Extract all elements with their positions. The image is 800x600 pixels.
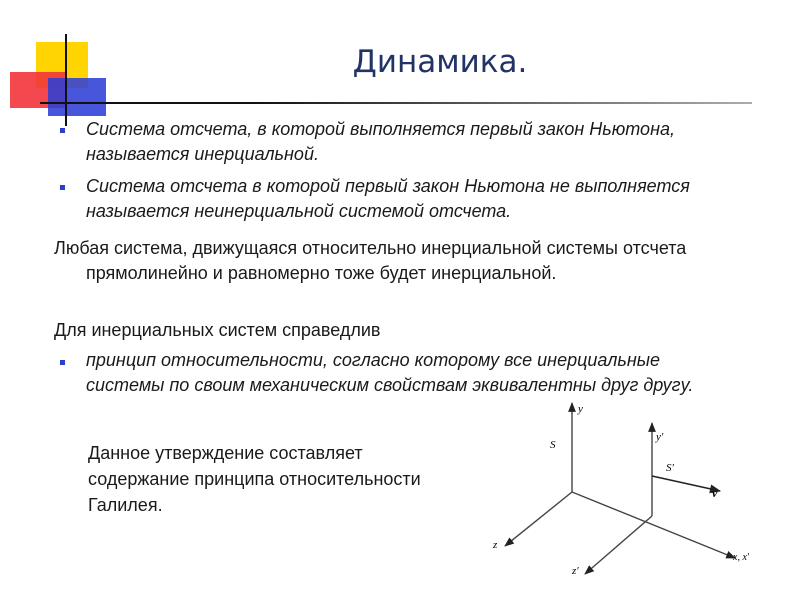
bullet-text: Система отсчета, в которой выполняется первый закон Ньютона, называется инерциальной. bbox=[86, 119, 675, 164]
paragraph-inertial: Любая система, движущаяся относительно инерциальной системы отсчета прямолинейно и равномерно тоже будет инерциальной. bbox=[54, 238, 687, 283]
label-v: v bbox=[712, 486, 718, 500]
bullet-text: принцип относительности, согласно которому все инерциальные системы по своим механическим свойствам эквивалентны друг другу. bbox=[86, 350, 694, 395]
slide-title: Динамика. bbox=[352, 44, 528, 80]
label-y: y bbox=[578, 403, 583, 415]
axis-z bbox=[505, 492, 572, 546]
label-s-prime: S′ bbox=[666, 462, 674, 474]
axis-z-prime bbox=[585, 516, 652, 574]
velocity-arrow bbox=[652, 476, 720, 491]
conclusion-text-body: Данное утверждение составляет содержание принципа относительности Галилея. bbox=[88, 443, 421, 515]
label-y-prime: y′ bbox=[656, 431, 664, 443]
label-z-prime: z′ bbox=[572, 565, 579, 577]
bullet-text: Система отсчета в которой первый закон Ньютона не выполняется называется неинерциальной системой отсчета. bbox=[86, 176, 690, 221]
bullet-square-icon bbox=[60, 185, 65, 190]
decor-horizontal-rule bbox=[40, 102, 752, 104]
label-x: x, x′ bbox=[733, 552, 750, 563]
bullet-square-icon bbox=[60, 128, 65, 133]
reference-frames-diagram bbox=[480, 398, 770, 588]
label-s: S bbox=[550, 439, 556, 451]
decor-blue-square bbox=[48, 78, 106, 116]
bullet-square-icon bbox=[60, 360, 65, 365]
conclusion-text bbox=[88, 440, 438, 518]
axis-x bbox=[572, 492, 735, 558]
decor-vertical-line bbox=[65, 34, 67, 126]
label-z: z bbox=[493, 539, 498, 551]
paragraph-relativity-intro: Для инерциальных систем справедлив bbox=[54, 320, 381, 340]
